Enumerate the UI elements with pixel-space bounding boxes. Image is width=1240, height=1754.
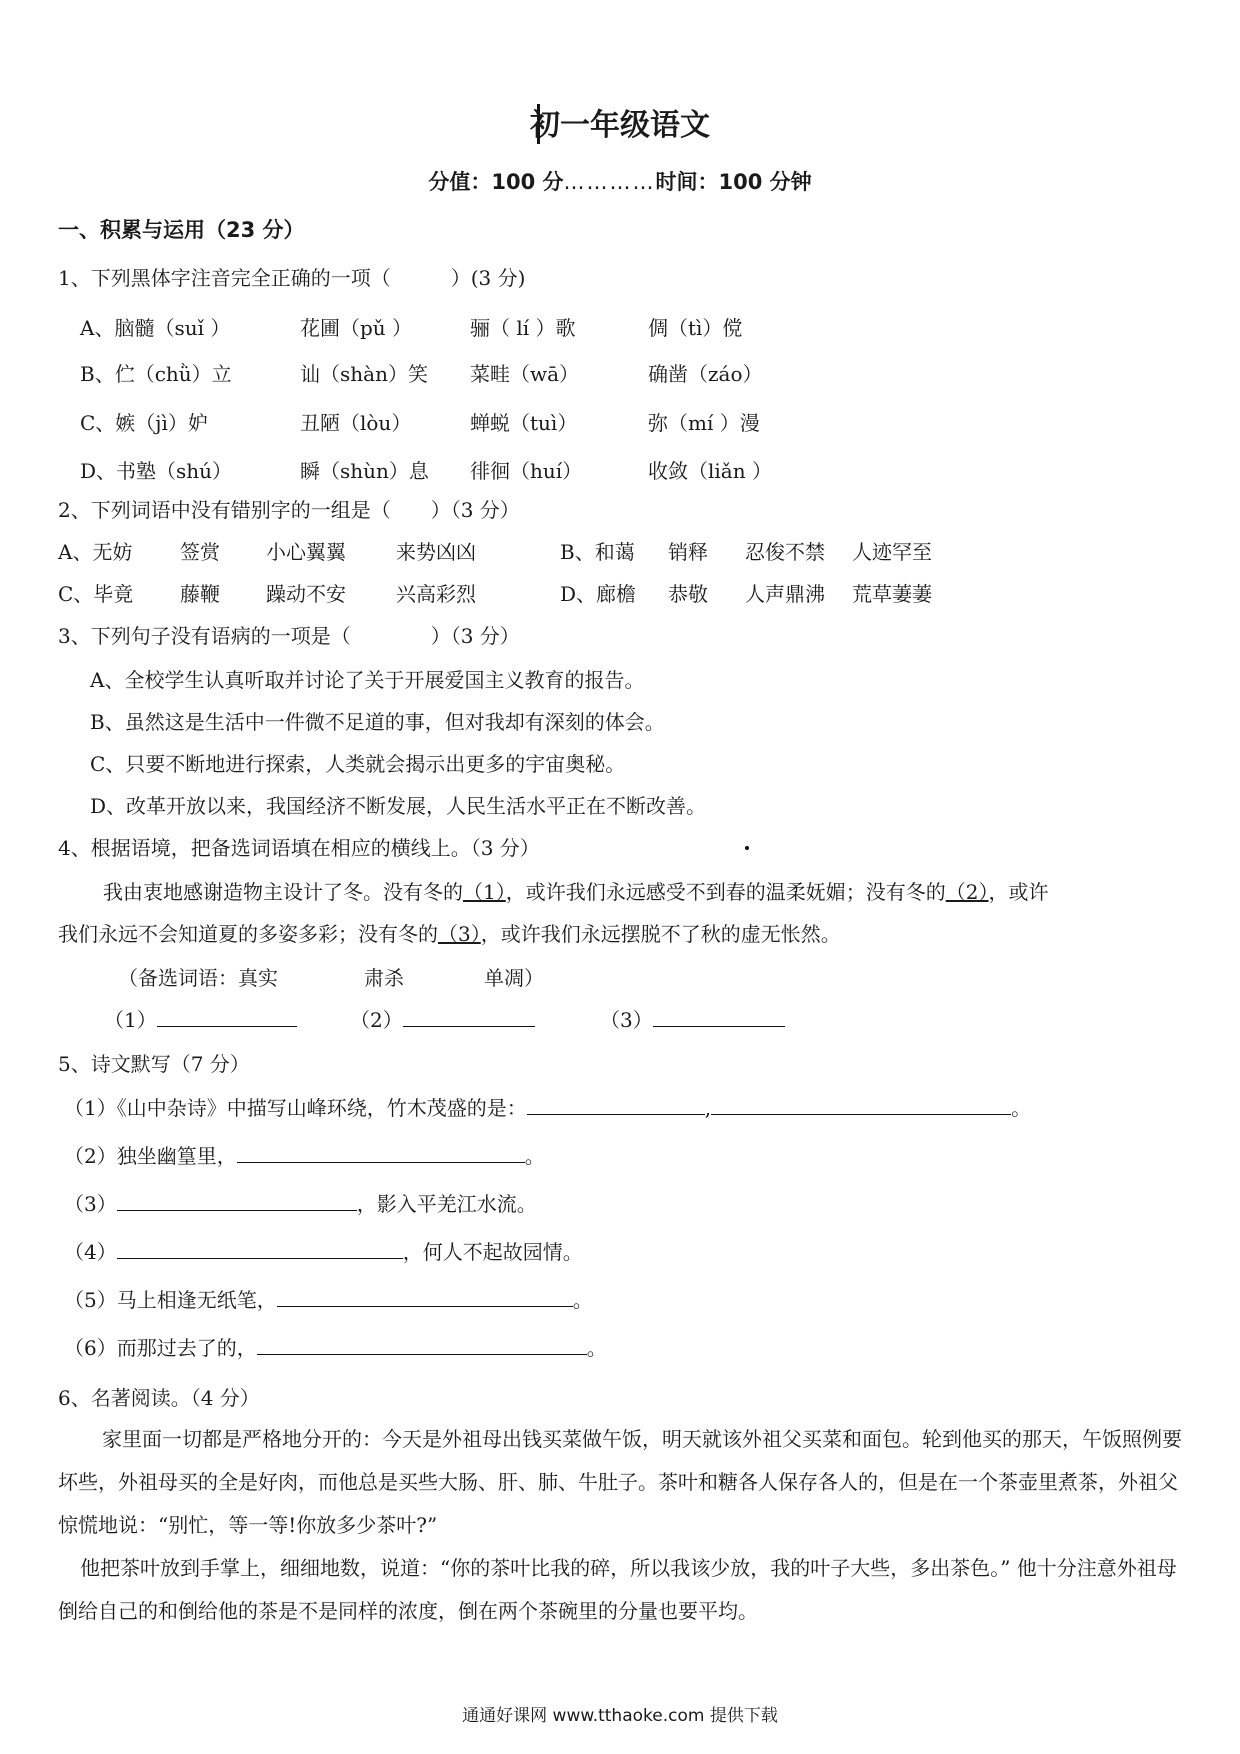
recite-end: ，何人不起故园情。 [402, 1240, 583, 1264]
answer-slot [104, 1004, 297, 1033]
answer-blank[interactable] [237, 1142, 525, 1163]
word-cell: 恭敬 [668, 582, 708, 606]
option-cell: 收敛（liǎn ） [648, 459, 772, 483]
recite-prompt: （2）独坐幽篁里， [64, 1144, 237, 1168]
answer-blank[interactable] [157, 1006, 297, 1027]
option-cell: 瞬（shùn）息 [300, 459, 429, 483]
word-cell: B、和蔼 [560, 540, 635, 564]
score-value: 100 分 [491, 170, 564, 194]
sentence-option: D、改革开放以来，我国经济不断发展，人民生活水平正在不断改善。 [90, 794, 707, 818]
passage-text: 我由衷地感谢造物主设计了冬。没有冬的 [103, 880, 463, 904]
answer-blank[interactable] [277, 1286, 573, 1307]
reading-paragraph: 家里面一切都是严格地分开的：今天是外祖母出钱买菜做午饭，明天就该外祖父买菜和面包。轮到他买的那天，午饭照例要坏些，外祖母买的全是好肉，而他总是买些大肠、肝、肺、牛肚子。茶叶和糖各人保存各人的，但是在一个茶壶里煮茶，外祖父惊慌地说：“别忙，等一等!你放多少茶叶?” [58, 1427, 1182, 1537]
word-cell: 躁动不安 [266, 582, 346, 606]
recite-line [64, 1236, 583, 1265]
reading-paragraph: 他把茶叶放到手掌上，细细地数，说道：“你的茶叶比我的碎，所以我该少放，我的叶子大些，多出茶色。” 他十分注意外祖母倒给自己的和倒给他的茶是不是同样的浓度，倒在两个茶碗里的分量也要平均。 [58, 1556, 1177, 1623]
option-cell: B、伫（chǜ）立 [80, 362, 232, 386]
option-cell: 菜畦（wā） [470, 362, 580, 386]
choice-word: 单凋） [484, 966, 544, 990]
passage-line [58, 918, 841, 947]
question-4-stem: 4、根据语境，把备选词语填在相应的横线上。（3 分） [58, 836, 540, 860]
passage-line [103, 876, 1048, 905]
answer-blank[interactable] [257, 1334, 587, 1355]
sentence-option: C、只要不断地进行探索，人类就会揭示出更多的宇宙奥秘。 [90, 752, 626, 776]
sentence-option: B、虽然这是生活中一件微不足道的事，但对我却有深刻的体会。 [90, 710, 665, 734]
recite-end: ，影入平羌江水流。 [356, 1192, 537, 1216]
page-title: 初一年级语文 [530, 108, 710, 143]
recite-prompt: （4） [64, 1240, 117, 1264]
answer-number: （3） [600, 1008, 653, 1032]
answer-slot [600, 1004, 785, 1033]
answer-blank[interactable] [653, 1006, 785, 1027]
recite-prompt: （3） [64, 1192, 117, 1216]
passage-text: ，或许 [988, 880, 1049, 904]
section-heading: 一、积累与运用（23 分） [58, 218, 305, 242]
answer-number: （2） [350, 1008, 403, 1032]
word-cell: D、廊檐 [560, 582, 637, 606]
exam-meta [0, 166, 1240, 196]
option-cell: A、脑髓（suǐ ） [80, 316, 231, 340]
option-cell: 骊（ lí ）歌 [470, 316, 576, 340]
sentence-option: A、全校学生认真听取并讨论了关于开展爱国主义教育的报告。 [90, 668, 645, 692]
answer-number: （1） [104, 1008, 157, 1032]
blank-marker: （3） [438, 922, 481, 946]
option-cell: 蝉蜕（tuì） [470, 411, 578, 435]
option-cell: 丑陋（lòu） [300, 411, 412, 435]
option-cell: 确凿（záo） [648, 362, 763, 386]
passage-text: ，或许我们永远摆脱不了秋的虚无怅然。 [480, 922, 841, 946]
passage-text: 我们永远不会知道夏的多姿多彩；没有冬的 [58, 922, 438, 946]
word-cell: 藤鞭 [180, 582, 220, 606]
recite-line [64, 1284, 593, 1313]
question-1-stem: 1、下列黑体字注音完全正确的一项（ ）(3 分) [58, 266, 526, 290]
time-value: 100 分钟 [718, 170, 812, 194]
recite-line [64, 1332, 607, 1361]
answer-blank[interactable] [117, 1190, 357, 1211]
recite-separator: , [704, 1096, 712, 1120]
word-cell: 来势凶凶 [396, 540, 476, 564]
word-cell: 忍俊不禁 [745, 540, 825, 564]
word-cell: 销释 [668, 540, 708, 564]
recite-line [64, 1092, 1031, 1121]
answer-slot [350, 1004, 535, 1033]
answer-blank[interactable] [403, 1006, 535, 1027]
word-cell: A、无妨 [58, 540, 133, 564]
word-cell: 人迹罕至 [852, 540, 932, 564]
recite-end: 。 [586, 1336, 607, 1360]
time-label: 时间： [655, 170, 719, 194]
question-6-stem: 6、名著阅读。（4 分） [58, 1386, 260, 1410]
answer-blank[interactable] [117, 1238, 403, 1259]
recite-line [64, 1188, 537, 1217]
recite-prompt: （5）马上相逢无纸笔， [64, 1288, 277, 1312]
option-cell: 花圃（pǔ ） [300, 316, 413, 340]
blank-marker: （1） [463, 880, 506, 904]
word-cell: 人声鼎沸 [745, 582, 825, 606]
recite-prompt: （6）而那过去了的， [64, 1336, 257, 1360]
option-cell: C、嫉（jì）妒 [80, 411, 208, 435]
recite-prompt: （1）《山中杂诗》中描写山峰环绕，竹木茂盛的是： [64, 1096, 527, 1120]
dotted-leader: ………… [563, 170, 656, 194]
recite-end: 。 [524, 1144, 545, 1168]
word-cell: 小心翼翼 [266, 540, 346, 564]
word-cell: 荒草萋萋 [852, 582, 932, 606]
recite-end: 。 [1011, 1096, 1032, 1120]
choices-label: （备选词语：真实 [118, 966, 278, 990]
option-cell: D、书塾（shú） [80, 459, 233, 483]
word-cell: 兴高彩烈 [396, 582, 476, 606]
choice-word: 肃杀 [364, 966, 404, 990]
option-cell: 讪（shàn）笑 [300, 362, 428, 386]
question-5-stem: 5、诗文默写（7 分） [58, 1052, 250, 1076]
answer-blank[interactable] [711, 1094, 1011, 1115]
question-3-stem: 3、下列句子没有语病的一项是（ ）（3 分） [58, 624, 520, 648]
stray-dot [745, 846, 749, 850]
word-cell: 签赏 [180, 540, 220, 564]
option-cell: 徘徊（huí） [470, 459, 583, 483]
word-cell: C、毕竟 [58, 582, 134, 606]
footer-credit: 通通好课网 www.tthaoke.com 提供下载 [462, 1706, 778, 1726]
answer-blank[interactable] [527, 1094, 705, 1115]
option-cell: 倜（tì）傥 [648, 316, 743, 340]
recite-line [64, 1140, 545, 1169]
option-cell: 弥（mí ）漫 [648, 411, 760, 435]
score-label: 分值： [428, 170, 492, 194]
blank-marker: （2） [945, 880, 989, 904]
recite-end: 。 [572, 1288, 593, 1312]
passage-text: ，或许我们永远感受不到春的温柔妩媚；没有冬的 [505, 880, 946, 904]
question-2-stem: 2、下列词语中没有错别字的一组是（ ）（3 分） [58, 498, 520, 522]
